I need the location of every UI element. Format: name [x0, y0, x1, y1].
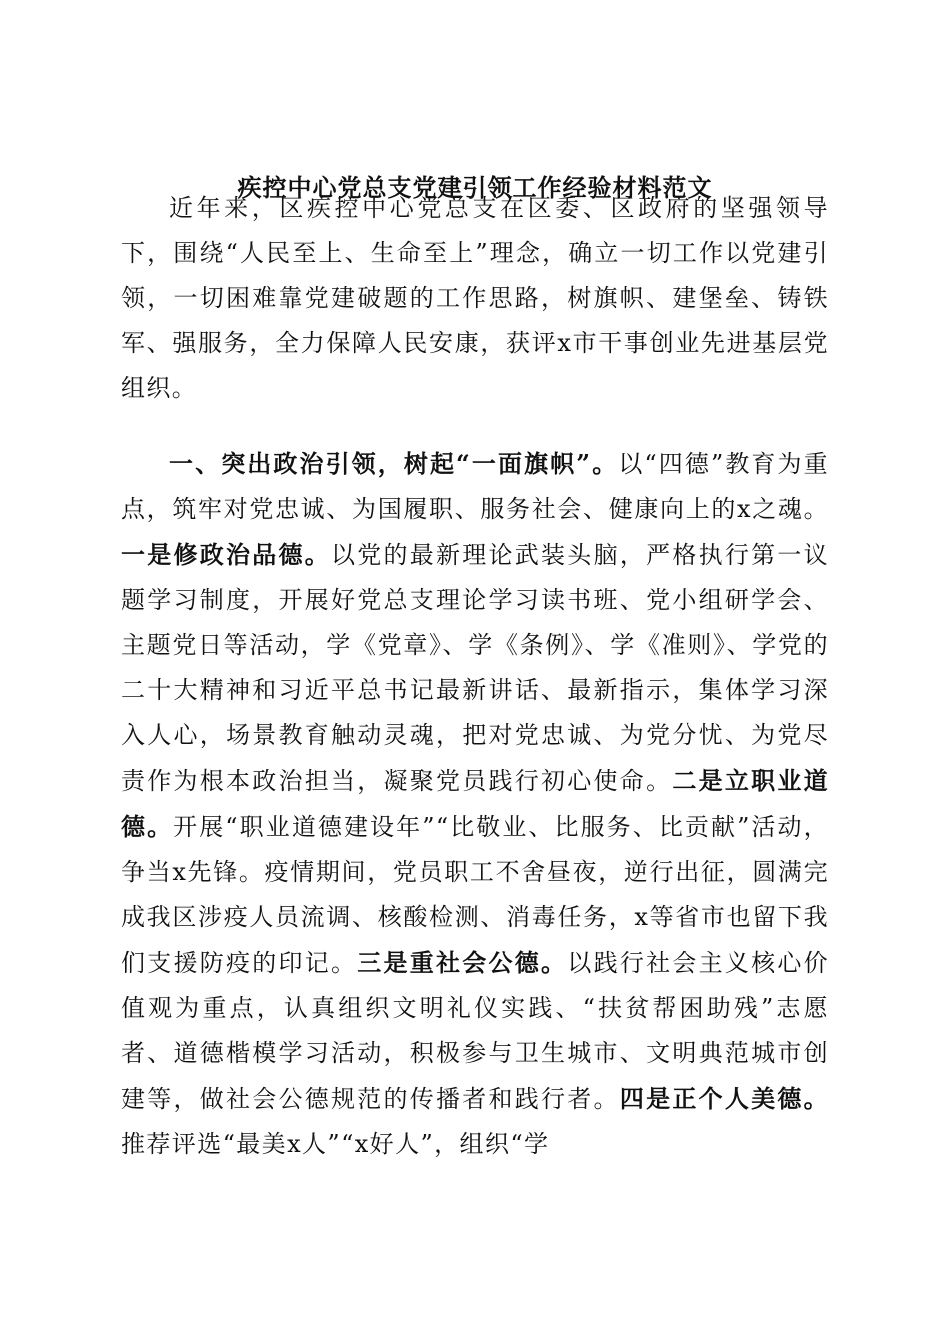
section-one-paragraph [121, 441, 829, 1167]
subsection-heading: 四是正个人美德。 [619, 1084, 829, 1113]
section-text: 以“四德”教育为重点，筑牢对党忠诚、为国履职、服务社会、健康向上的x之魂。 [121, 450, 830, 523]
subsection-text: 以践行社会主义核心价值观为重点，认真组织文明礼仪实践、“扶贫帮困助残”志愿者、道德楷模学习活动，积极参与卫生城市、文明典范城市创建等，做社会公德规范的传播者和践行者。 [121, 949, 829, 1113]
document-title: 疾控中心党总支党建引领工作经验材料范文 [237, 173, 713, 202]
intro-paragraph: 近年来，区疾控中心党总支在区委、区政府的坚强领导下，围绕“人民至上、生命至上”理念，确立一切工作以党建引领，一切困难靠党建破题的工作思路，树旗帜、建堡垒、铸铁军、强服务，全力保障人民安康，获评x市干事创业先进基层党组织。 [121, 194, 829, 402]
section-heading: 一、突出政治引领，树起“一面旗帜”。 [169, 449, 619, 478]
subsection-text: 推荐评选“最美x人”“x好人”，组织“学 [121, 1130, 550, 1158]
subsection-text: 以党的最新理论武装头脑，严格执行第一议题学习制度，开展好党总支理论学习读书班、党小组研学会、主题党日等活动，学《党章》、学《条例》、学《准则》、学党的二十大精神和习近平总书记最新讲话、最新指示，集体学习深入人心，场景教育触动灵魂，把对党忠诚、为党分忧、为党尽责作为根本政治担当，凝聚党员践行初心使命。 [121, 541, 829, 795]
subsection-heading: 一是修政治品德。 [121, 540, 332, 569]
subsection-heading: 三是重社会公德。 [357, 948, 568, 977]
subsection-text: 开展“职业道德建设年”“比敬业、比服务、比贡献”活动，争当x先锋。疫情期间，党员职工不舍昼夜，逆行出征，圆满完成我区涉疫人员流调、核酸检测、消毒任务，x等省市也留下我们支援防疫的印记。 [121, 813, 829, 977]
subsection-heading: 二是立职业道德。 [121, 766, 829, 841]
